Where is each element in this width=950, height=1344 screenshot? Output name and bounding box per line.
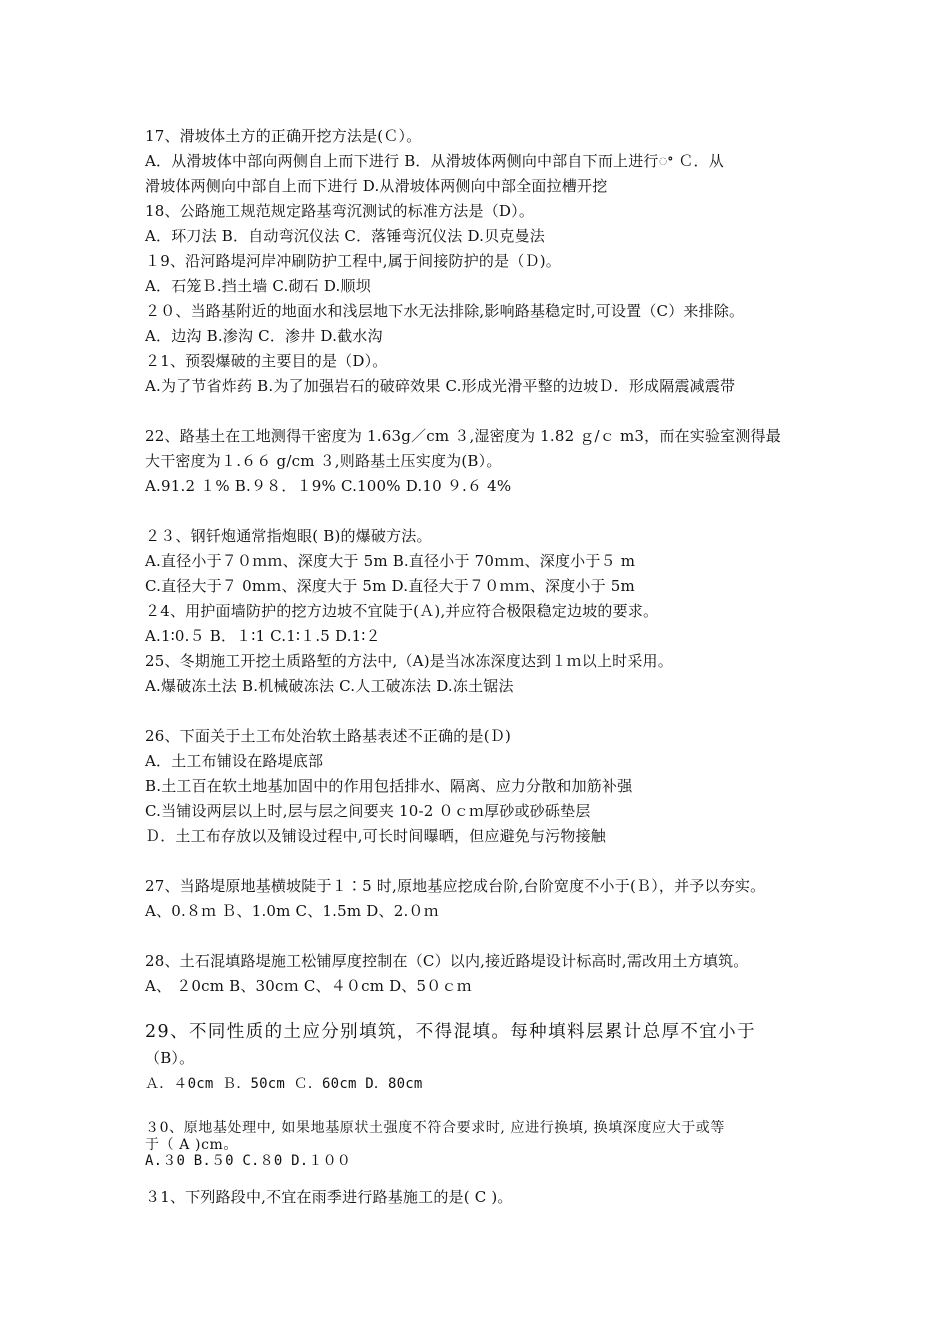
question-23-options-ab: A.直径小于７０ｍｍ、深度大于 5m B.直径小于 70ｍｍ、深度小于５ m — [145, 552, 636, 570]
question-30-options: A.３0 B.５0 C.８0 D.１００ — [145, 1153, 352, 1169]
question-30-stem-cont: 于（ A )cm。 — [145, 1137, 238, 1153]
question-25-stem: 25、冬期施工开挖土质路堑的方法中,（A)是当冰冻深度达到１ｍ以上时采用。 — [145, 652, 673, 670]
question-26-option-d: Ｄ．土工布存放以及铺设过程中,可长时间曝晒，但应避免与污物接触 — [145, 827, 606, 845]
question-26-stem: 26、下面关于土工布处治软土路基表述不正确的是(Ｄ) — [145, 727, 511, 745]
question-29-options: Ａ．４0cm Ｂ．50cm Ｃ．60cm D．80cm — [145, 1076, 423, 1092]
question-19-options: A．石笼Ｂ.挡土墙 C.砌石 D.顺坝 — [145, 277, 371, 295]
question-18-stem: 18、公路施工规范规定路基弯沉测试的标准方法是（D）。 — [145, 202, 535, 220]
question-24-stem: ２4、用护面墙防护的挖方边坡不宜陡于(Ａ),并应符合极限稳定边坡的要求。 — [145, 602, 659, 620]
question-26-option-c: C.当铺设两层以上时,层与层之间要夹 10-2 ０ｃｍ厚砂或砂砾垫层 — [145, 802, 591, 820]
question-31-stem: ３1、下列路段中,不宜在雨季进行路基施工的是( C )。 — [145, 1188, 513, 1206]
question-28-stem: 28、土石混填路堤施工松铺厚度控制在（C）以内,接近路堤设计标高时,需改用土方填筑。 — [145, 952, 749, 970]
question-20-options: A．边沟 B.渗沟 C．渗井 D.截水沟 — [145, 327, 383, 345]
question-23-stem: ２３、钢钎炮通常指炮眼( B)的爆破方法。 — [145, 527, 432, 545]
question-17-stem: 17、滑坡体土方的正确开挖方法是(Ｃ）。 — [145, 127, 422, 145]
question-30-stem: ３0、原地基处理中, 如果地基原状土强度不符合要求时, 应进行换填, 换填深度应大于或等 — [145, 1120, 726, 1136]
question-18-options: A．环刀法 B．自动弯沉仪法 C．落锤弯沉仪法 D.贝克曼法 — [145, 227, 545, 245]
question-26-option-b: B.土工百在软土地基加固中的作用包括排水、隔离、应力分散和加筋补强 — [145, 777, 633, 795]
question-23-options-cd: C.直径大于７ 0mｍ、深度大于 5m D.直径大于７０ｍｍ、深度小于 5m — [145, 577, 635, 595]
question-22-options: A.91.2 １% B.９８．１9% C.100% D.10 ９.６ 4% — [145, 477, 512, 495]
question-25-options: A.爆破冻土法 B.机械破冻法 C.人工破冻法 D.冻土锯法 — [145, 677, 514, 695]
question-22-stem-cont: 大干密度为１.６６ g/cm ３,则路基土压实度为(B）。 — [145, 452, 502, 470]
question-27-stem: 27、当路堤原地基横坡陡于１∶5 时,原地基应挖成台阶,台阶宽度不小于(Ｂ），并予以夯实。 — [145, 877, 766, 895]
question-27-options: A、0.８ｍ Ｂ、1.0m C、1.5m D、2.０ｍ — [145, 902, 439, 920]
question-17-options: A．从滑坡体中部向两侧自上而下进行 B．从滑坡体两侧向中部自下而上进行ꢀ Ｃ．从 — [145, 152, 724, 170]
question-28-options: A、 ２0cm B、30cｍ C、４０cm D、5０ｃｍ — [145, 977, 472, 995]
question-20-stem: ２０、当路基附近的地面水和浅层地下水无法排除,影响路基稳定时,可设置（C）来排除。 — [145, 302, 745, 320]
question-29-stem-cont: （B）。 — [145, 1049, 195, 1067]
question-29-stem: 29、不同性质的土应分别填筑，不得混填。每种填料层累计总厚不宜小于 — [145, 1022, 756, 1042]
question-24-options: A.1∶0.５ B．１∶1 C.1∶１.5 D.1∶２ — [145, 627, 381, 645]
question-17-options-cont: 滑坡体两侧向中部自上而下进行 D.从滑坡体两侧向中部全面拉槽开挖 — [145, 177, 608, 195]
question-22-stem: 22、路基土在工地测得干密度为 1.63g／cm ３,湿密度为 1.82 ｇ/ｃ m3，而在实验室测得最 — [145, 427, 781, 445]
question-26-option-a: A．土工布铺设在路堤底部 — [145, 752, 324, 770]
question-21-stem: ２1、预裂爆破的主要目的是（D）。 — [145, 352, 388, 370]
question-19-stem: １9、沿河路堤河岸冲刷防护工程中,属于间接防护的是（Ｄ)。 — [145, 252, 561, 270]
question-21-options: A.为了节省炸药 B.为了加强岩石的破碎效果 C.形成光滑平整的边坡Ｄ．形成隔震减震带 — [145, 377, 736, 395]
